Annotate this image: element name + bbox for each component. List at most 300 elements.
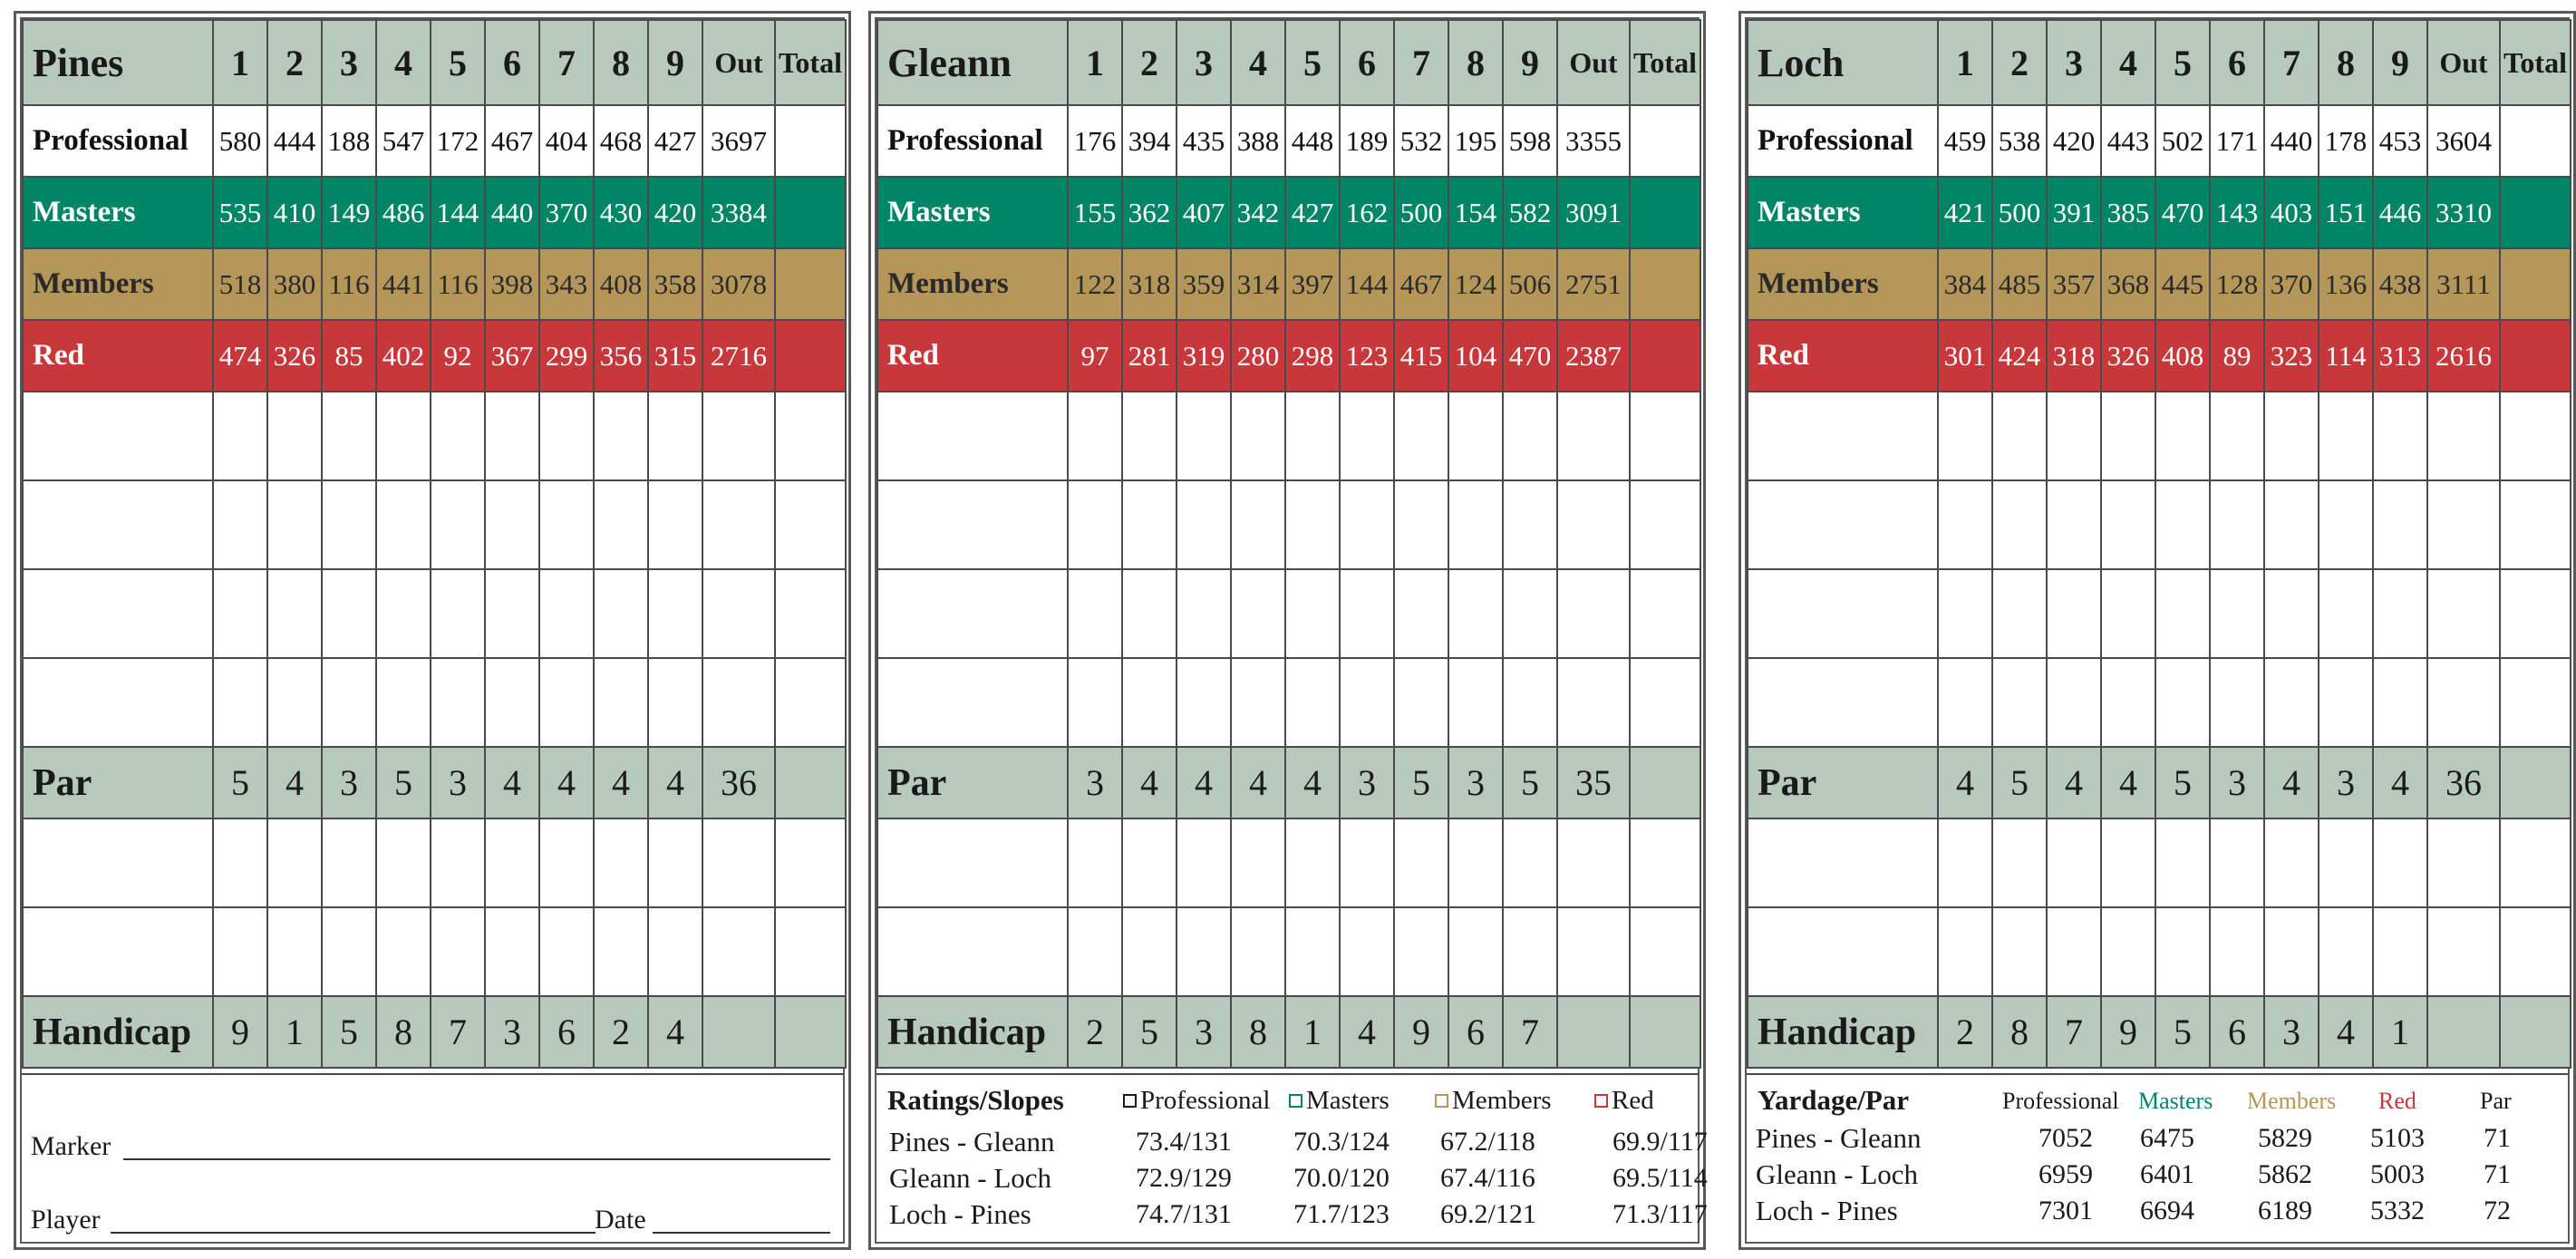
- score-cell[interactable]: [594, 480, 648, 569]
- checkbox-icon: [1435, 1094, 1448, 1108]
- score-cell[interactable]: [2373, 907, 2427, 996]
- handicap-out: [1557, 996, 1630, 1068]
- date-line[interactable]: [653, 1232, 830, 1234]
- par-cell: 5: [1394, 747, 1448, 818]
- hole-number: 9: [1503, 20, 1557, 105]
- score-cell[interactable]: [648, 392, 702, 480]
- score-cell[interactable]: [877, 907, 1068, 996]
- score-cell[interactable]: [1748, 658, 1938, 747]
- score-cell[interactable]: [2264, 569, 2319, 658]
- score-cell[interactable]: [1068, 392, 1122, 480]
- score-cell[interactable]: [2047, 569, 2101, 658]
- score-cell[interactable]: [2373, 818, 2427, 907]
- yardage-row-label: Loch - Pines: [1756, 1195, 1898, 1226]
- score-cell[interactable]: [1177, 658, 1231, 747]
- score-cell[interactable]: [2101, 818, 2155, 907]
- score-cell[interactable]: [2373, 392, 2427, 480]
- score-cell[interactable]: [322, 818, 376, 907]
- score-cell[interactable]: [594, 569, 648, 658]
- score-cell[interactable]: [485, 818, 539, 907]
- score-cell[interactable]: [1557, 907, 1630, 996]
- par-cell: 3: [1340, 747, 1394, 818]
- score-cell[interactable]: [23, 480, 213, 569]
- score-cell[interactable]: [2427, 569, 2500, 658]
- score-cell[interactable]: [1340, 480, 1394, 569]
- score-cell[interactable]: [1177, 907, 1231, 996]
- score-cell[interactable]: [431, 907, 485, 996]
- score-cell[interactable]: [267, 907, 322, 996]
- score-cell[interactable]: [267, 569, 322, 658]
- score-cell[interactable]: [431, 480, 485, 569]
- yardage-cell: 402: [376, 320, 431, 392]
- score-cell[interactable]: [2427, 907, 2500, 996]
- score-cell[interactable]: [485, 569, 539, 658]
- score-cell[interactable]: [2047, 658, 2101, 747]
- score-cell[interactable]: [1630, 818, 1700, 907]
- score-cell[interactable]: [1938, 907, 1992, 996]
- score-cell[interactable]: [2101, 658, 2155, 747]
- score-cell[interactable]: [1068, 658, 1122, 747]
- par-cell: 4: [2101, 747, 2155, 818]
- handicap-cell: 4: [2319, 996, 2373, 1068]
- score-cell[interactable]: [267, 658, 322, 747]
- score-cell[interactable]: [1285, 658, 1340, 747]
- score-cell[interactable]: [1177, 480, 1231, 569]
- par-cell: 5: [376, 747, 431, 818]
- score-cell[interactable]: [2047, 907, 2101, 996]
- score-cell[interactable]: [485, 392, 539, 480]
- score-cell[interactable]: [2373, 658, 2427, 747]
- score-cell[interactable]: [2427, 392, 2500, 480]
- score-cell[interactable]: [1503, 392, 1557, 480]
- total-yardage: [775, 177, 846, 248]
- score-cell[interactable]: [702, 658, 775, 747]
- handicap-total: [775, 996, 846, 1068]
- yardage-header-masters: Masters: [2138, 1088, 2213, 1114]
- score-cell[interactable]: [1122, 392, 1177, 480]
- score-cell[interactable]: [1231, 818, 1285, 907]
- score-cell[interactable]: [1448, 658, 1503, 747]
- score-cell[interactable]: [1938, 569, 1992, 658]
- ratings-header-red: [1594, 1086, 1654, 1116]
- hole-number: 1: [1938, 20, 1992, 105]
- yardage-cell: 410: [267, 177, 322, 248]
- score-cell[interactable]: [2427, 658, 2500, 747]
- score-cell[interactable]: [1340, 658, 1394, 747]
- yardage-cell: 424: [1992, 320, 2047, 392]
- score-cell[interactable]: [1448, 569, 1503, 658]
- score-cell[interactable]: [594, 392, 648, 480]
- score-cell[interactable]: [1231, 569, 1285, 658]
- score-cell[interactable]: [1448, 818, 1503, 907]
- score-cell[interactable]: [376, 392, 431, 480]
- score-cell[interactable]: [213, 392, 267, 480]
- marker-line[interactable]: [123, 1158, 830, 1160]
- handicap-cell: 6: [539, 996, 594, 1068]
- score-cell[interactable]: [2155, 480, 2210, 569]
- score-cell[interactable]: [539, 480, 594, 569]
- score-cell[interactable]: [213, 907, 267, 996]
- score-cell[interactable]: [267, 392, 322, 480]
- score-cell[interactable]: [1394, 818, 1448, 907]
- yardage-cell: 116: [322, 248, 376, 320]
- score-cell[interactable]: [539, 907, 594, 996]
- score-cell[interactable]: [485, 658, 539, 747]
- score-cell[interactable]: [213, 658, 267, 747]
- score-cell[interactable]: [431, 818, 485, 907]
- ratings-value: 70.0/120: [1293, 1163, 1390, 1193]
- score-cell[interactable]: [1748, 818, 1938, 907]
- score-cell[interactable]: [23, 907, 213, 996]
- score-cell[interactable]: [2047, 480, 2101, 569]
- score-cell[interactable]: [2319, 569, 2373, 658]
- ratings-value: 69.9/117: [1612, 1127, 1708, 1157]
- yardage-cell: 538: [1992, 105, 2047, 177]
- score-cell[interactable]: [322, 907, 376, 996]
- score-cell[interactable]: [1394, 569, 1448, 658]
- tee-label: Masters: [877, 177, 1068, 248]
- par-cell: 4: [648, 747, 702, 818]
- out-yardage: 3310: [2427, 177, 2500, 248]
- score-cell[interactable]: [1394, 658, 1448, 747]
- score-cell[interactable]: [775, 907, 846, 996]
- yardage-cell: 188: [322, 105, 376, 177]
- score-cell[interactable]: [539, 658, 594, 747]
- total-yardage: [1630, 105, 1700, 177]
- score-cell[interactable]: [1630, 658, 1700, 747]
- score-cell[interactable]: [376, 818, 431, 907]
- score-cell[interactable]: [2264, 818, 2319, 907]
- score-cell[interactable]: [23, 392, 213, 480]
- score-cell[interactable]: [1340, 907, 1394, 996]
- score-cell[interactable]: [1394, 392, 1448, 480]
- score-cell[interactable]: [1448, 907, 1503, 996]
- score-cell[interactable]: [2155, 907, 2210, 996]
- score-cell[interactable]: [23, 818, 213, 907]
- score-cell[interactable]: [702, 907, 775, 996]
- score-cell[interactable]: [1340, 392, 1394, 480]
- score-cell[interactable]: [485, 480, 539, 569]
- score-cell[interactable]: [1394, 480, 1448, 569]
- score-cell[interactable]: [1231, 392, 1285, 480]
- score-cell[interactable]: [877, 480, 1068, 569]
- score-cell[interactable]: [322, 658, 376, 747]
- score-cell[interactable]: [648, 569, 702, 658]
- score-cell[interactable]: [1177, 392, 1231, 480]
- score-cell[interactable]: [23, 658, 213, 747]
- score-cell[interactable]: [648, 480, 702, 569]
- score-cell[interactable]: [539, 818, 594, 907]
- total-yardage: [2500, 105, 2571, 177]
- ratings-header-label: Masters: [1306, 1086, 1390, 1115]
- score-cell[interactable]: [2373, 569, 2427, 658]
- score-row: [877, 569, 1700, 658]
- score-cell[interactable]: [2427, 480, 2500, 569]
- yardage-cell: 467: [485, 105, 539, 177]
- hole-number: 4: [1231, 20, 1285, 105]
- score-cell[interactable]: [1748, 569, 1938, 658]
- score-cell[interactable]: [1068, 818, 1122, 907]
- score-cell[interactable]: [2101, 392, 2155, 480]
- score-cell[interactable]: [1557, 392, 1630, 480]
- scorecard-loch: [1738, 11, 2576, 1250]
- score-cell[interactable]: [877, 818, 1068, 907]
- score-cell[interactable]: [702, 480, 775, 569]
- course-name: Gleann: [877, 20, 1068, 105]
- score-cell[interactable]: [1122, 907, 1177, 996]
- yardage-cell: 97: [1068, 320, 1122, 392]
- score-cell[interactable]: [1748, 480, 1938, 569]
- score-cell[interactable]: [775, 818, 846, 907]
- score-cell[interactable]: [775, 480, 846, 569]
- yardage-cell: 318: [1122, 248, 1177, 320]
- yardage-cell: 123: [1340, 320, 1394, 392]
- score-cell[interactable]: [2500, 907, 2571, 996]
- score-cell[interactable]: [213, 569, 267, 658]
- score-cell[interactable]: [267, 818, 322, 907]
- score-cell[interactable]: [2210, 818, 2264, 907]
- score-cell[interactable]: [877, 658, 1068, 747]
- yardage-header-par: Par: [2480, 1088, 2512, 1114]
- score-cell[interactable]: [376, 907, 431, 996]
- yardage-cell: 430: [594, 177, 648, 248]
- hole-number: 4: [376, 20, 431, 105]
- score-cell[interactable]: [594, 658, 648, 747]
- score-cell[interactable]: [2210, 392, 2264, 480]
- score-cell[interactable]: [2264, 392, 2319, 480]
- yardage-cell: 162: [1340, 177, 1394, 248]
- score-cell[interactable]: [2373, 480, 2427, 569]
- score-cell[interactable]: [539, 569, 594, 658]
- score-cell[interactable]: [1557, 818, 1630, 907]
- score-cell[interactable]: [1122, 818, 1177, 907]
- score-cell[interactable]: [1557, 569, 1630, 658]
- score-cell[interactable]: [1503, 569, 1557, 658]
- score-cell[interactable]: [1992, 480, 2047, 569]
- score-cell[interactable]: [1285, 480, 1340, 569]
- score-cell[interactable]: [213, 480, 267, 569]
- score-cell[interactable]: [2319, 480, 2373, 569]
- par-cell: 3: [431, 747, 485, 818]
- checkbox-icon: [1594, 1094, 1608, 1108]
- score-cell[interactable]: [775, 392, 846, 480]
- tee-label: Professional: [877, 105, 1068, 177]
- tee-row-professional: [1748, 105, 2571, 177]
- score-cell[interactable]: [648, 907, 702, 996]
- score-cell[interactable]: [2155, 392, 2210, 480]
- score-cell[interactable]: [2210, 658, 2264, 747]
- handicap-cell: 3: [2264, 996, 2319, 1068]
- score-cell[interactable]: [1448, 480, 1503, 569]
- score-cell[interactable]: [1630, 392, 1700, 480]
- out-yardage: 3604: [2427, 105, 2500, 177]
- score-cell[interactable]: [775, 569, 846, 658]
- score-cell[interactable]: [877, 392, 1068, 480]
- score-cell[interactable]: [1503, 818, 1557, 907]
- score-cell[interactable]: [1285, 569, 1340, 658]
- score-cell[interactable]: [2500, 658, 2571, 747]
- player-line[interactable]: [111, 1232, 596, 1234]
- score-cell[interactable]: [1748, 907, 1938, 996]
- score-cell[interactable]: [2264, 907, 2319, 996]
- score-cell[interactable]: [2101, 569, 2155, 658]
- score-cell[interactable]: [2264, 480, 2319, 569]
- score-cell[interactable]: [1992, 569, 2047, 658]
- score-cell[interactable]: [2047, 392, 2101, 480]
- score-cell[interactable]: [1503, 480, 1557, 569]
- score-cell[interactable]: [2101, 480, 2155, 569]
- handicap-cell: 3: [1177, 996, 1231, 1068]
- hole-number: 3: [1177, 20, 1231, 105]
- score-cell[interactable]: [1630, 907, 1700, 996]
- score-cell[interactable]: [1630, 569, 1700, 658]
- score-cell[interactable]: [877, 569, 1068, 658]
- score-cell[interactable]: [1340, 569, 1394, 658]
- score-cell[interactable]: [376, 480, 431, 569]
- handicap-cell: 9: [2101, 996, 2155, 1068]
- tee-label: Professional: [23, 105, 213, 177]
- ratings-header-label: Red: [1612, 1086, 1654, 1115]
- score-cell[interactable]: [431, 658, 485, 747]
- score-cell[interactable]: [1992, 392, 2047, 480]
- score-cell[interactable]: [322, 392, 376, 480]
- score-cell[interactable]: [376, 569, 431, 658]
- card-footer: [1747, 1073, 2568, 1242]
- score-cell[interactable]: [2155, 569, 2210, 658]
- course-name: Pines: [23, 20, 213, 105]
- score-cell[interactable]: [431, 392, 485, 480]
- hole-number: 5: [1285, 20, 1340, 105]
- score-cell[interactable]: [2319, 907, 2373, 996]
- ratings-header-label: Professional: [1140, 1086, 1271, 1115]
- score-cell[interactable]: [1938, 818, 1992, 907]
- yardage-cell: 144: [1340, 248, 1394, 320]
- tee-row-red: [23, 320, 846, 392]
- out-yardage: 3355: [1557, 105, 1630, 177]
- hole-number: 7: [539, 20, 594, 105]
- handicap-cell: 1: [1285, 996, 1340, 1068]
- score-cell[interactable]: [2210, 907, 2264, 996]
- score-cell[interactable]: [1557, 480, 1630, 569]
- score-cell[interactable]: [539, 392, 594, 480]
- score-cell[interactable]: [1503, 907, 1557, 996]
- score-cell[interactable]: [648, 818, 702, 907]
- score-cell[interactable]: [2500, 392, 2571, 480]
- score-cell[interactable]: [2155, 658, 2210, 747]
- score-cell[interactable]: [702, 569, 775, 658]
- score-cell[interactable]: [1231, 480, 1285, 569]
- score-cell[interactable]: [1340, 818, 1394, 907]
- score-cell[interactable]: [1068, 480, 1122, 569]
- score-cell[interactable]: [2210, 480, 2264, 569]
- score-cell[interactable]: [1938, 658, 1992, 747]
- score-cell[interactable]: [2264, 658, 2319, 747]
- score-cell[interactable]: [2500, 569, 2571, 658]
- score-cell[interactable]: [2155, 818, 2210, 907]
- score-cell[interactable]: [2319, 658, 2373, 747]
- score-cell[interactable]: [2101, 907, 2155, 996]
- hole-number: 8: [1448, 20, 1503, 105]
- ratings-value: 70.3/124: [1293, 1127, 1390, 1157]
- score-cell[interactable]: [1177, 569, 1231, 658]
- par-cell: 5: [213, 747, 267, 818]
- score-cell[interactable]: [648, 658, 702, 747]
- handicap-total: [2500, 996, 2571, 1068]
- total-yardage: [1630, 248, 1700, 320]
- score-cell[interactable]: [1938, 392, 1992, 480]
- yardage-cell: 358: [648, 248, 702, 320]
- score-cell[interactable]: [1231, 658, 1285, 747]
- score-cell[interactable]: [1285, 907, 1340, 996]
- hole-number: 6: [2210, 20, 2264, 105]
- score-cell[interactable]: [1122, 480, 1177, 569]
- score-cell[interactable]: [1285, 818, 1340, 907]
- score-cell[interactable]: [1231, 907, 1285, 996]
- score-cell[interactable]: [1992, 818, 2047, 907]
- score-cell[interactable]: [1992, 907, 2047, 996]
- out-yardage: 2716: [702, 320, 775, 392]
- score-cell[interactable]: [2319, 818, 2373, 907]
- score-row: [877, 658, 1700, 747]
- score-cell[interactable]: [2319, 392, 2373, 480]
- score-cell[interactable]: [1557, 658, 1630, 747]
- score-cell[interactable]: [1285, 392, 1340, 480]
- handicap-label: Handicap: [23, 996, 213, 1068]
- score-cell[interactable]: [213, 818, 267, 907]
- score-cell[interactable]: [1630, 480, 1700, 569]
- par-cell: 4: [1938, 747, 1992, 818]
- score-cell[interactable]: [1177, 818, 1231, 907]
- hole-number: 9: [2373, 20, 2427, 105]
- score-cell[interactable]: [485, 907, 539, 996]
- course-name: Loch: [1748, 20, 1938, 105]
- score-cell[interactable]: [376, 658, 431, 747]
- score-cell[interactable]: [1992, 658, 2047, 747]
- score-cell[interactable]: [775, 658, 846, 747]
- score-cell[interactable]: [23, 569, 213, 658]
- yardage-cell: 356: [594, 320, 648, 392]
- par-label: Par: [877, 747, 1068, 818]
- score-cell[interactable]: [1122, 569, 1177, 658]
- score-cell[interactable]: [1503, 658, 1557, 747]
- score-cell[interactable]: [2047, 818, 2101, 907]
- score-cell[interactable]: [1448, 392, 1503, 480]
- score-cell[interactable]: [1748, 392, 1938, 480]
- score-cell[interactable]: [1068, 569, 1122, 658]
- score-cell[interactable]: [702, 392, 775, 480]
- score-cell[interactable]: [1122, 658, 1177, 747]
- scorecard-table: [876, 19, 1701, 1069]
- score-cell[interactable]: [2210, 569, 2264, 658]
- score-cell[interactable]: [594, 818, 648, 907]
- score-cell[interactable]: [2500, 818, 2571, 907]
- score-cell[interactable]: [2427, 818, 2500, 907]
- yardage-row-label: Pines - Gleann: [1756, 1122, 1922, 1154]
- header-row: [1748, 20, 2571, 105]
- score-cell[interactable]: [322, 480, 376, 569]
- score-cell[interactable]: [594, 907, 648, 996]
- yardage-cell: 444: [267, 105, 322, 177]
- score-cell[interactable]: [431, 569, 485, 658]
- score-cell[interactable]: [2500, 480, 2571, 569]
- score-cell[interactable]: [1394, 907, 1448, 996]
- yardage-cell: 326: [267, 320, 322, 392]
- score-cell[interactable]: [322, 569, 376, 658]
- score-cell[interactable]: [1068, 907, 1122, 996]
- score-cell[interactable]: [267, 480, 322, 569]
- score-cell[interactable]: [1938, 480, 1992, 569]
- score-cell[interactable]: [702, 818, 775, 907]
